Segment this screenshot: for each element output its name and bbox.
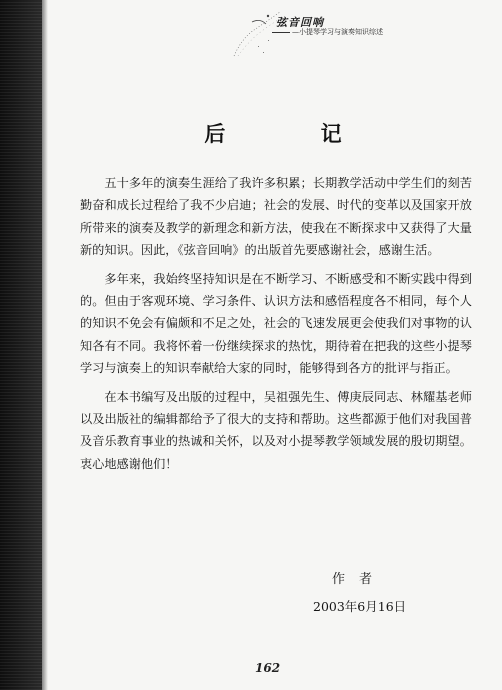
signature-date: 2003年6月16日 bbox=[313, 599, 407, 614]
header-subtitle: —小提琴学习与演奏知识综述 bbox=[292, 28, 383, 36]
running-header bbox=[232, 8, 383, 58]
header-title: 弦音回响 bbox=[276, 16, 324, 29]
page-number: 162 bbox=[255, 661, 281, 675]
paragraph-2: 多年来，我始终坚持知识是在不断学习、不断感受和不断实践中得到的。但由于客观环境、学习条件、认识方法和感悟程度各不相同，每个人的知识不免会有偏颇和不足之处，社会的飞速发展更会使我们对事物的认知各有不同。我将怀着一份继续探求的热忱，期待着在把我的这些小提琴学习与演奏上的知识奉献给大家的同时，能够得到各方的批评与指正。 bbox=[80, 271, 472, 376]
paragraph-1: 五十多年的演奏生涯给了我许多积累；长期教学活动中学生们的刻苦勤奋和成长过程给了我不少启迪；社会的发展、时代的变革以及国家开放所带来的演奏及教学的新理念和新方法，使我在不断探求中又获得了大量新的知识。因此，《弦音回响》的出版首先要感谢社会，感谢生活。 bbox=[80, 176, 472, 258]
scan-speck bbox=[268, 40, 269, 41]
swirl-decoration-icon bbox=[232, 8, 282, 58]
scan-speck bbox=[258, 46, 259, 47]
scan-margin-shadow bbox=[0, 0, 42, 690]
paragraph-3: 在本书编写及出版的过程中，吴祖强先生、傅庚辰同志、林耀基老师以及出版社的编辑都给予了很大的支持和帮助。这些都源于他们对我国普及音乐教育事业的热诚和关怀，以及对小提琴教学领域发展的殷切期望。衷心地感谢他们！ bbox=[80, 389, 472, 471]
page-title: 后 记 bbox=[204, 121, 386, 146]
header-rule bbox=[272, 32, 290, 33]
scan-speck bbox=[263, 52, 264, 53]
author-signature: 作者 bbox=[332, 572, 387, 587]
afterword-body bbox=[80, 172, 472, 481]
